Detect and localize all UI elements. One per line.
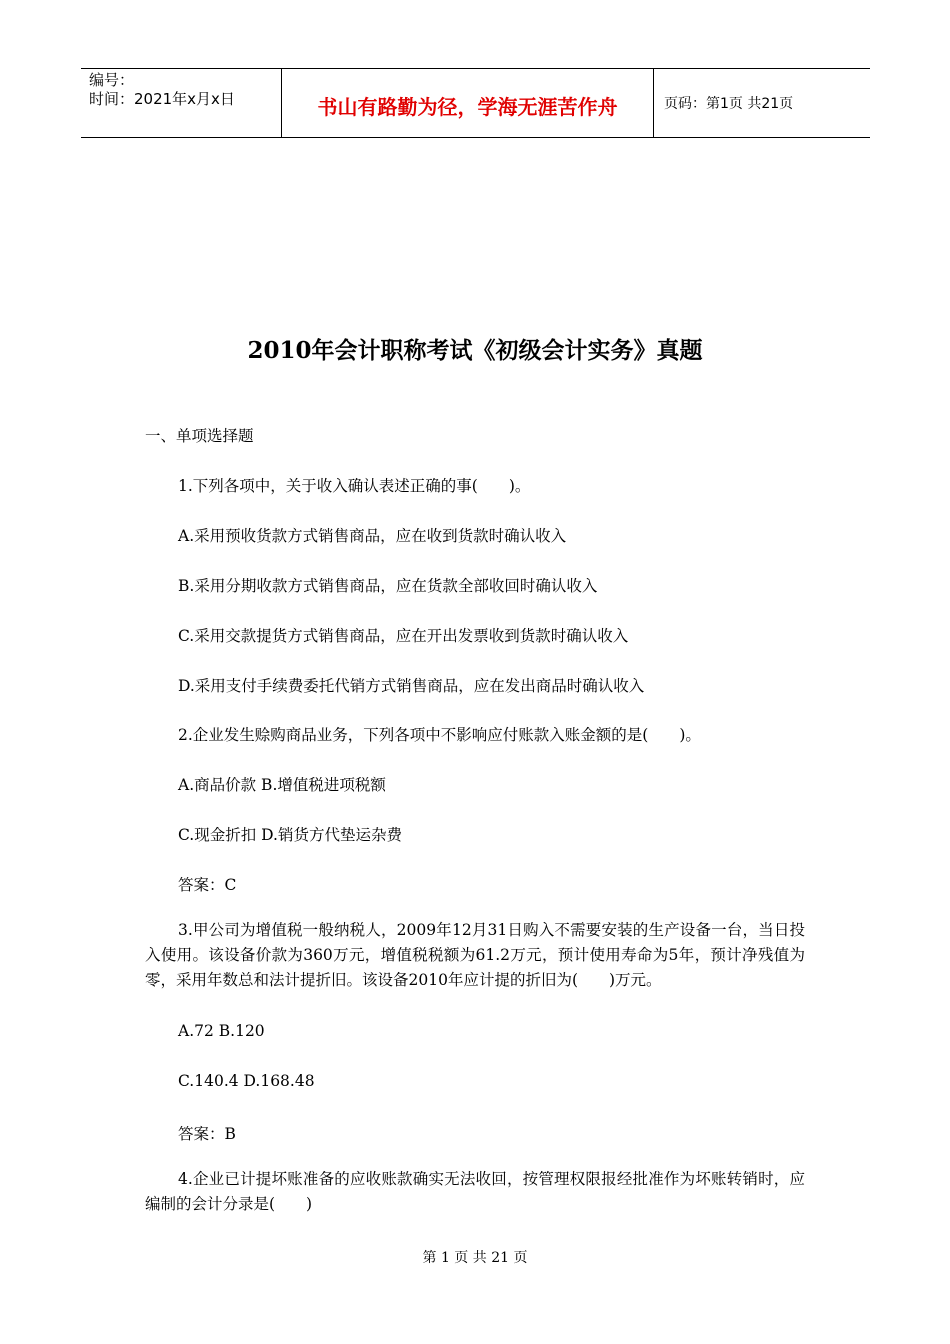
- section-heading: 一、单项选择题: [145, 427, 254, 445]
- question-3-options-ab: A.72 B.120: [178, 1022, 265, 1040]
- header-meta: [81, 69, 282, 137]
- question-1-option-b: B.采用分期收款方式销售商品，应在货款全部收回时确认收入: [178, 577, 598, 595]
- page-header: [81, 68, 870, 138]
- header-page-info: 页码：第1页 共21页: [664, 96, 794, 112]
- question-1: 1.下列各项中，关于收入确认表述正确的事( )。: [178, 477, 531, 495]
- question-1-option-a: A.采用预收货款方式销售商品，应在收到货款时确认收入: [178, 527, 567, 545]
- number-label: 编号：: [89, 71, 135, 89]
- question-2-answer: 答案：C: [178, 876, 237, 894]
- question-4: 4.企业已计提坏账准备的应收账款确实无法收回，按管理权限报经批准作为坏账转销时，应编制的会计分录是( ): [145, 1170, 805, 1213]
- document-title: 2010年会计职称考试《初级会计实务》真题: [247, 337, 703, 364]
- question-2-options-cd: C.现金折扣 D.销货方代垫运杂费: [178, 826, 402, 844]
- time-label: 时间：2021年x月x日: [89, 90, 235, 108]
- question-2-options-ab: A.商品价款 B.增值税进项税额: [178, 776, 386, 794]
- question-1-option-c: C.采用交款提货方式销售商品，应在开出发票收到货款时确认收入: [178, 627, 629, 645]
- question-1-option-d: D.采用支付手续费委托代销方式销售商品，应在发出商品时确认收入: [178, 677, 645, 695]
- question-3-answer: 答案：B: [178, 1125, 236, 1143]
- question-2: 2.企业发生赊购商品业务，下列各项中不影响应付账款入账金额的是( )。: [178, 726, 701, 744]
- question-3-options-cd: C.140.4 D.168.48: [178, 1072, 315, 1090]
- page-footer: 第 1 页 共 21 页: [422, 1250, 528, 1266]
- question-3: 3.甲公司为增值税一般纳税人，2009年12月31日购入不需要安装的生产设备一台，当日投入使用。该设备价款为360万元，增值税税额为61.2万元，预计使用寿命为5年，预计净残值为零，采用年数总和法计提折旧。该设备2010年应计提的折旧为( )万元。: [145, 921, 805, 989]
- header-motto: 书山有路勤为径，学海无涯苦作舟: [282, 69, 654, 137]
